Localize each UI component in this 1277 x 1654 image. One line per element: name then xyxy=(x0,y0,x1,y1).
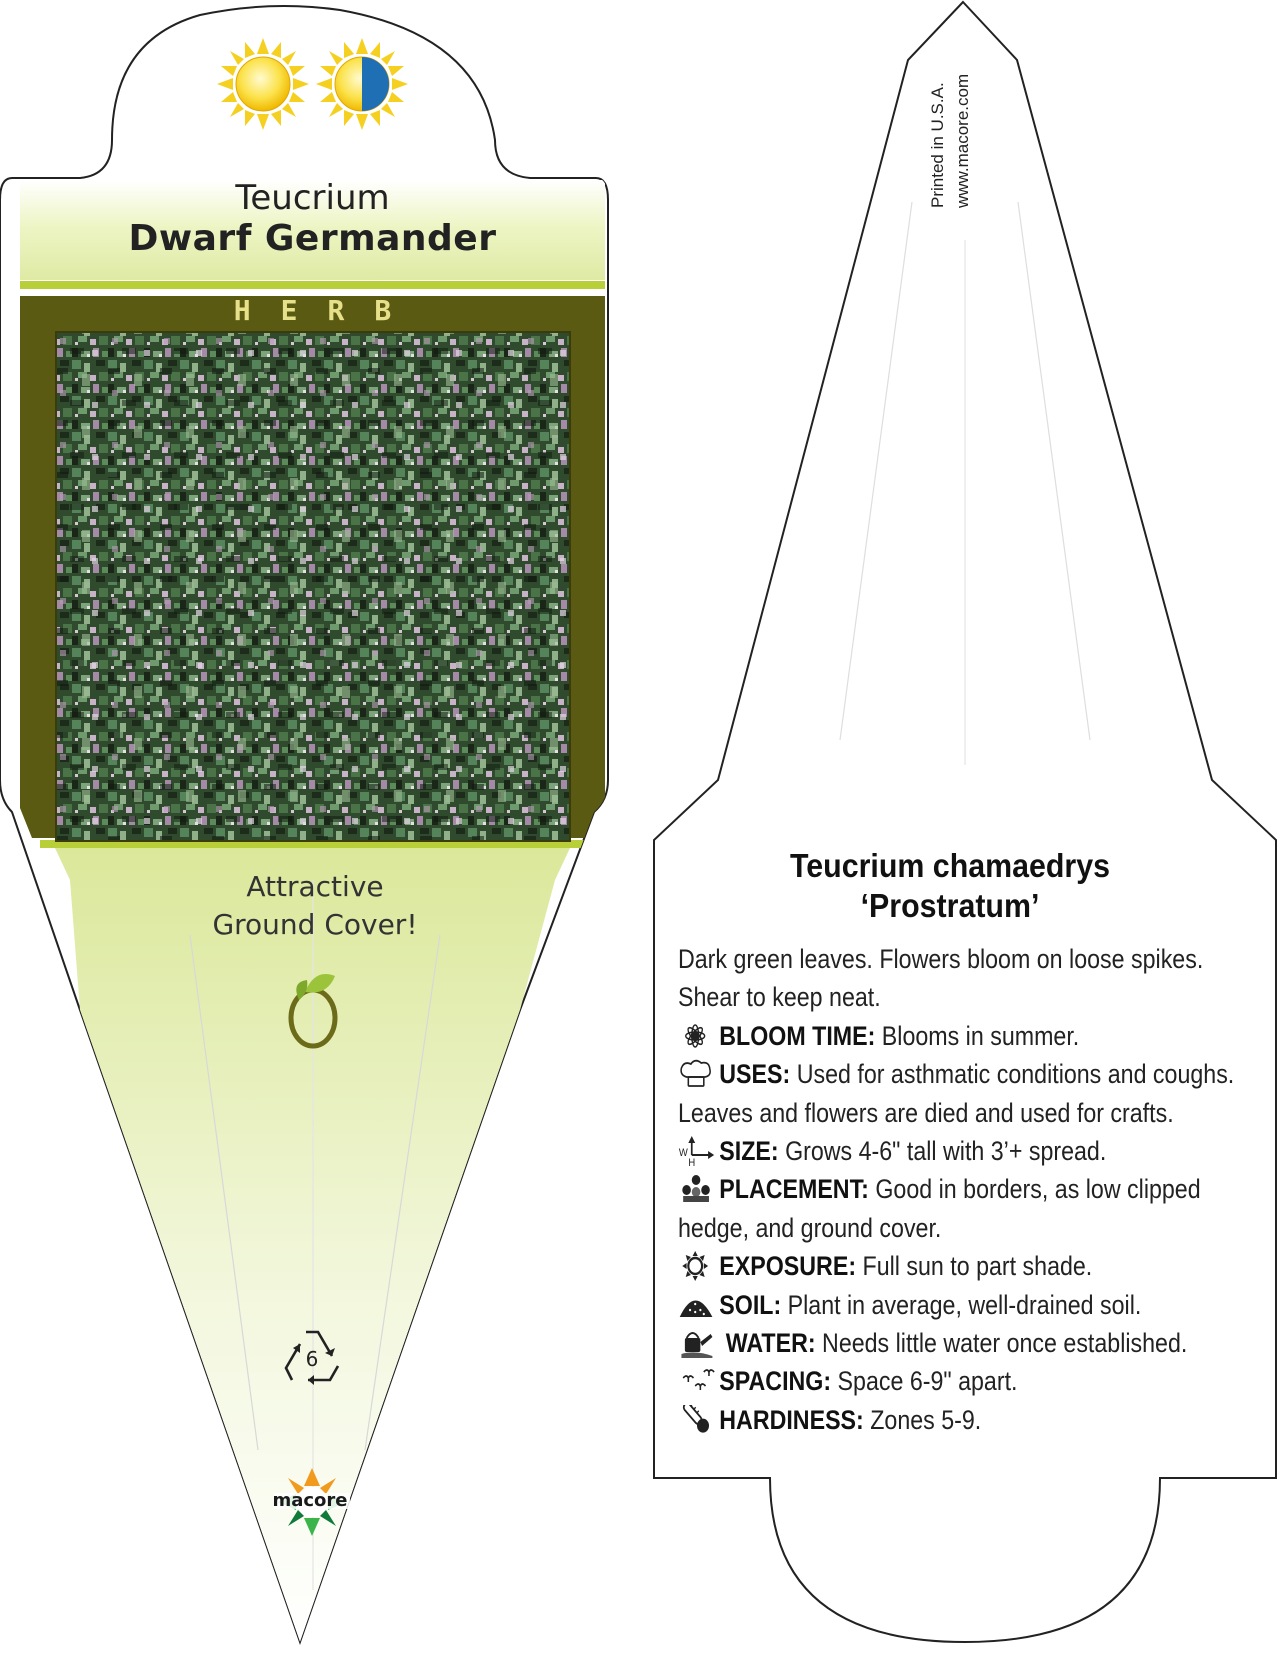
tagline-line-2: Ground Cover! xyxy=(212,908,418,941)
size-arrows-icon xyxy=(678,1136,716,1166)
plant-photo xyxy=(56,332,570,841)
size-icon-w: W xyxy=(678,1147,688,1160)
front-genus-title: Teucrium xyxy=(235,178,390,218)
size-row xyxy=(678,1132,1177,1170)
spacing-row xyxy=(678,1362,1177,1400)
description-line-1: Dark green leaves. Flowers bloom on loose spikes. xyxy=(678,944,1204,974)
placement-label: PLACEMENT: xyxy=(719,1174,869,1205)
size-icon-h: H xyxy=(688,1157,696,1167)
description-line-2: Shear to keep neat. xyxy=(678,982,881,1013)
spacing-value: Space 6-9" apart. xyxy=(831,1366,1018,1397)
header-band xyxy=(20,281,605,289)
printed-in-usa: Printed in U.S.A. xyxy=(928,82,947,208)
botanical-name-line-1: Teucrium chamaedrys xyxy=(789,847,1111,884)
spacing-sprouts-icon xyxy=(678,1366,716,1396)
uses-value: Used for asthmatic conditions and coughs. xyxy=(790,1059,1235,1090)
plant-group-icon xyxy=(678,1174,716,1204)
bloom-time-row xyxy=(678,1017,1177,1055)
size-value: Grows 4-6" tall with 3’+ spread. xyxy=(778,1136,1107,1167)
tagline-line-1: Attractive xyxy=(246,870,384,903)
tagline xyxy=(150,868,480,944)
front-common-name: Dwarf Germander xyxy=(128,218,497,259)
recycle-code: 6 xyxy=(305,1347,319,1371)
exposure-label: EXPOSURE: xyxy=(719,1251,857,1282)
exposure-value: Full sun to part shade. xyxy=(856,1251,1093,1282)
hardiness-value: Zones 5-9. xyxy=(863,1404,982,1435)
placement-row xyxy=(678,1170,1201,1208)
website: www.macore.com xyxy=(953,73,972,208)
cultivar-name: ‘Prostratum’ xyxy=(860,887,1040,924)
full-sun-icon xyxy=(217,38,309,130)
size-label: SIZE: xyxy=(719,1136,779,1167)
spacing-label: SPACING: xyxy=(719,1366,832,1397)
soil-label: SOIL: xyxy=(719,1289,782,1320)
exposure-row xyxy=(678,1247,1177,1285)
brand-name: macore xyxy=(272,1490,348,1511)
water-row xyxy=(678,1324,1188,1362)
chef-hat-icon xyxy=(678,1059,716,1089)
soil-mound-icon xyxy=(678,1290,716,1320)
placement-value: Good in borders, as low clipped xyxy=(868,1174,1201,1205)
category-label: HERB xyxy=(233,294,422,327)
care-info xyxy=(678,940,1235,1439)
printed-credit xyxy=(928,48,988,218)
water-value: Needs little water once established. xyxy=(815,1328,1188,1359)
bloom-time-value: Blooms in summer. xyxy=(875,1020,1080,1051)
hardiness-row xyxy=(678,1401,1177,1439)
water-label: WATER: xyxy=(725,1328,816,1359)
placement-line-2: hedge, and ground cover. xyxy=(678,1212,942,1243)
flower-icon xyxy=(678,1021,716,1051)
botanical-name xyxy=(679,846,1222,926)
hardiness-label: HARDINESS: xyxy=(719,1404,864,1435)
bloom-time-label: BLOOM TIME: xyxy=(719,1020,876,1051)
soil-value: Plant in average, well-drained soil. xyxy=(781,1289,1142,1320)
thermometer-icon xyxy=(678,1405,716,1435)
watering-can-icon xyxy=(678,1328,716,1358)
uses-label: USES: xyxy=(719,1059,791,1090)
sun-exposure-icon xyxy=(678,1251,716,1281)
part-shade-sun-icon xyxy=(316,38,408,130)
uses-line-2: Leaves and flowers are died and used for crafts. xyxy=(678,1097,1174,1128)
soil-row xyxy=(678,1286,1177,1324)
uses-row xyxy=(678,1055,1235,1093)
